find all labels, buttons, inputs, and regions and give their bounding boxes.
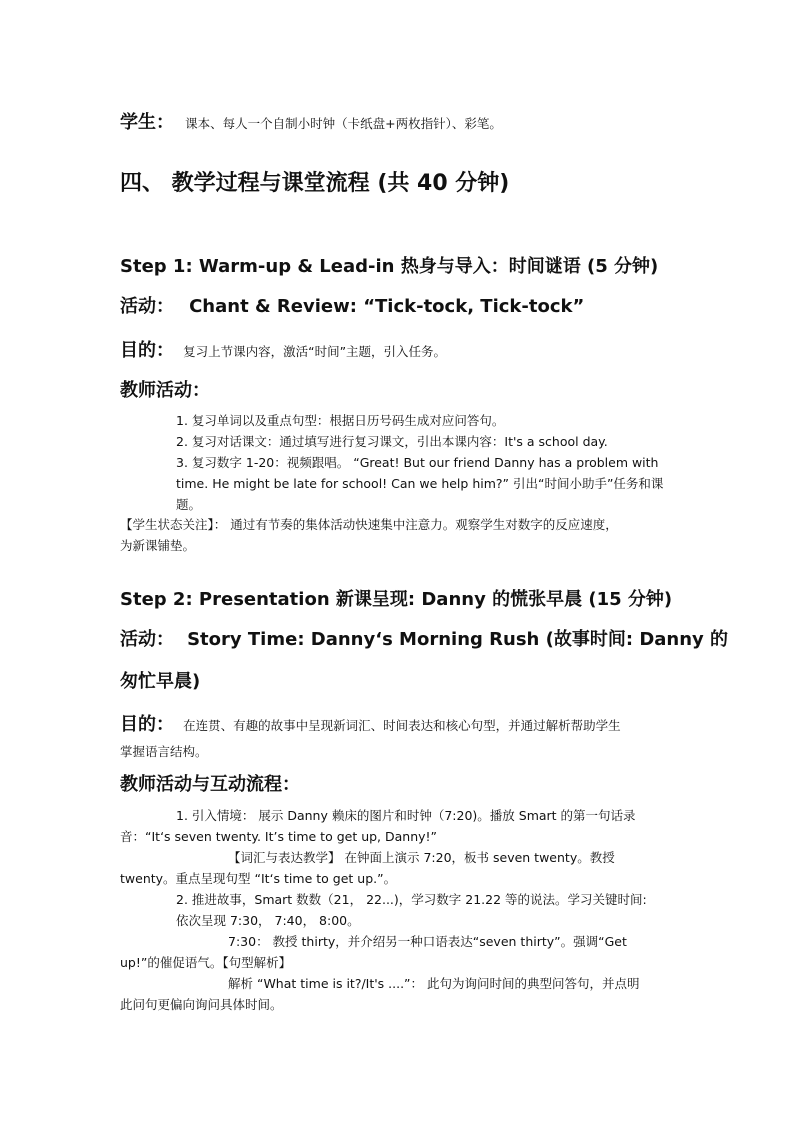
step2-activity-text-cont: 匆忙早晨) bbox=[120, 671, 201, 692]
step2-purpose-text-cont: 掌握语言结构。 bbox=[120, 744, 208, 759]
step2-flow-line: 音：“It‘s seven twenty. It’s time to get up, Danny!” bbox=[120, 829, 438, 844]
step1-item: 题。 bbox=[176, 497, 202, 512]
step2-flow-line: 依次呈现 7:30， 7:40， 8:00。 bbox=[176, 913, 360, 928]
step1-item: 3. 复习数字 1-20：视频跟唱。 “Great! But our friend Danny has a problem with bbox=[176, 455, 659, 470]
step1-status-line: 为新课铺垫。 bbox=[120, 538, 196, 553]
step1-heading: Step 1: Warm-up & Lead-in 热身与导入：时间谜语 (5 分钟) bbox=[120, 256, 659, 277]
step2-purpose bbox=[120, 710, 621, 736]
step1-activity bbox=[120, 292, 584, 318]
materials-line bbox=[120, 108, 502, 134]
step1-status-line: 【学生状态关注】： 通过有节奏的集体活动快速集中注意力。观察学生对数字的反应速度， bbox=[120, 517, 618, 532]
step2-flow-line: 【词汇与表达教学】 在钟面上演示 7:20，板书 seven twenty。教授 bbox=[228, 850, 615, 865]
step2-flow-line: up!”的催促语气。【句型解析】 bbox=[120, 955, 292, 970]
step1-purpose-text: 复习上节课内容，激活“时间”主题，引入任务。 bbox=[183, 344, 447, 359]
step2-flow-line: twenty。重点呈现句型 “It‘s time to get up.”。 bbox=[120, 871, 397, 886]
step2-activity bbox=[120, 625, 728, 651]
step1-item: 2. 复习对话课文：通过填写进行复习课文，引出本课内容：It's a school day. bbox=[176, 434, 608, 449]
step2-flow-line: 解析 “What time is it?/It's ....”： 此句为询问时间的典型问答句，并点明 bbox=[228, 976, 640, 991]
step2-activity-label: 活动： bbox=[120, 629, 174, 650]
step2-activity-text: Story Time: Danny‘s Morning Rush (故事时间: Danny 的 bbox=[187, 629, 729, 650]
materials-text: 课本、每人一个自制小时钟（卡纸盘+两枚指针）、彩笔。 bbox=[185, 116, 502, 131]
step1-activity-text: Chant & Review: “Tick-tock, Tick-tock” bbox=[189, 296, 585, 317]
step2-purpose-text: 在连贯、有趣的故事中呈现新词汇、时间表达和核心句型，并通过解析帮助学生 bbox=[183, 718, 621, 733]
step2-flow-line: 2. 推进故事，Smart 数数（21， 22...)，学习数字 21.22 等的说法。学习关键时间: bbox=[176, 892, 647, 907]
step1-purpose bbox=[120, 336, 446, 362]
materials-label: 学生： bbox=[120, 112, 174, 133]
step1-item: 1. 复习单词以及重点句型：根据日历号码生成对应问答句。 bbox=[176, 413, 505, 428]
step2-purpose-label: 目的： bbox=[120, 714, 174, 735]
step2-heading: Step 2: Presentation 新课呈现: Danny 的慌张早晨 (15 分钟) bbox=[120, 589, 673, 610]
step2-flow-line: 7:30： 教授 thirty，并介绍另一种口语表达“seven thirty”。强调“Get bbox=[228, 934, 627, 949]
step1-activity-label: 活动： bbox=[120, 296, 174, 317]
step2-flow-line: 1. 引入情境： 展示 Danny 赖床的图片和时钟（7:20)。播放 Smart 的第一句话录 bbox=[176, 808, 636, 823]
step1-teacher-label: 教师活动： bbox=[120, 380, 210, 401]
step2-flow-line: 此问句更偏向询问具体时间。 bbox=[120, 997, 283, 1012]
step1-purpose-label: 目的： bbox=[120, 340, 174, 361]
section-title: 四、 教学过程与课堂流程 (共 40 分钟) bbox=[120, 171, 510, 196]
step1-item: time. He might be late for school! Can we help him?” 引出“时间小助手”任务和课 bbox=[176, 476, 664, 491]
step2-teacher-label: 教师活动与互动流程： bbox=[120, 774, 300, 795]
